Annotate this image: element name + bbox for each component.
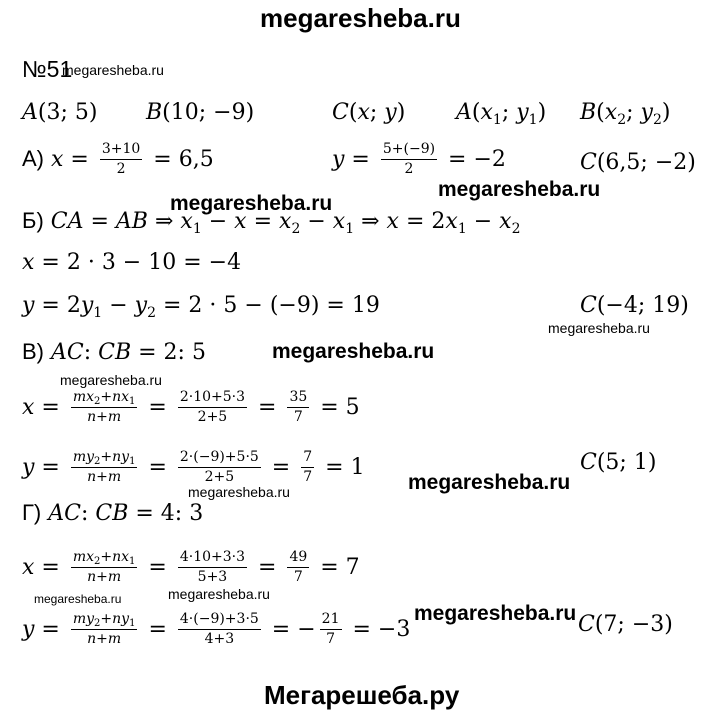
part-g-x-equation: x = $\frac{mx_2+nx_1}{n+m}$ = $\frac{4\cdot 10+3\cdot 3}{5+3}$ = $\frac{49}{7}$ = 7: [22, 549, 360, 586]
watermark: megaresheba.ru: [34, 592, 122, 606]
watermark: megaresheba.ru: [438, 178, 601, 201]
given-point-a: A(3; 5): [22, 100, 98, 125]
part-a-answer: C(6,5; −2): [580, 150, 696, 175]
watermark: megaresheba.ru: [272, 340, 435, 363]
given-point-a-general: $A(x_1$; $y_1$): [456, 100, 547, 128]
problem-number-watermark: megaresheba.ru: [62, 62, 164, 78]
footer-watermark: Мегарешеба.ру: [264, 680, 460, 710]
watermark: megaresheba.ru: [548, 320, 650, 336]
given-point-c: C(x; y): [332, 100, 406, 125]
watermark: megaresheba.ru: [170, 192, 333, 215]
problem-number: №51: [22, 56, 73, 82]
watermark: megaresheba.ru: [168, 586, 270, 602]
part-b-condition: Б) CA = AB ⇒ $x_1 - x = x_2 - x_1$ ⇒ $x = 2x_1 - x_2$: [22, 208, 521, 237]
part-b-answer: C(−4; 19): [580, 293, 689, 318]
given-point-b-general: $B(x_2$; $y_2$): [580, 100, 671, 128]
part-b-x-equation: x = 2 · 3 − 10 = −4: [22, 250, 242, 275]
part-a-x-equation: А) x = $\frac{3+10}{2}$ = 6,5: [22, 141, 214, 178]
part-v-y-equation: y = $\frac{my_2+ny_1}{n+m}$ = $\frac{2\cdot(-9)+5\cdot 5}{2+5}$ = $\frac{7}{7}$ = 1: [22, 449, 365, 486]
part-v-condition: В) AC: CB = 2: 5: [22, 339, 206, 365]
given-point-b: B(10; −9): [146, 100, 255, 125]
watermark: megaresheba.ru: [414, 602, 577, 625]
watermark: megaresheba.ru: [408, 471, 571, 494]
part-g-condition: Г) AC: CB = 4: 3: [22, 500, 204, 526]
watermark: megaresheba.ru: [60, 372, 162, 388]
part-g-answer: C(7; −3): [578, 612, 673, 637]
part-v-x-equation: x = $\frac{mx_2+nx_1}{n+m}$ = $\frac{2\cdot 10+5\cdot 3}{2+5}$ = $\frac{35}{7}$ = 5: [22, 389, 360, 426]
header-watermark: megaresheba.ru: [260, 3, 461, 33]
part-v-answer: C(5; 1): [580, 450, 657, 475]
part-a-y-equation: y = $\frac{5+(-9)}{2}$ = −2: [332, 141, 506, 178]
part-b-y-equation: $y = 2y_1 - y_2 = 2 \cdot 5 - (-9) = 19$: [22, 293, 380, 321]
part-g-y-equation: y = $\frac{my_2+ny_1}{n+m}$ = $\frac{4\cdot(-9)+3\cdot 5}{4+3}$ = − $\frac{21}{7}$ = −3: [22, 611, 411, 648]
watermark: megaresheba.ru: [188, 484, 290, 500]
